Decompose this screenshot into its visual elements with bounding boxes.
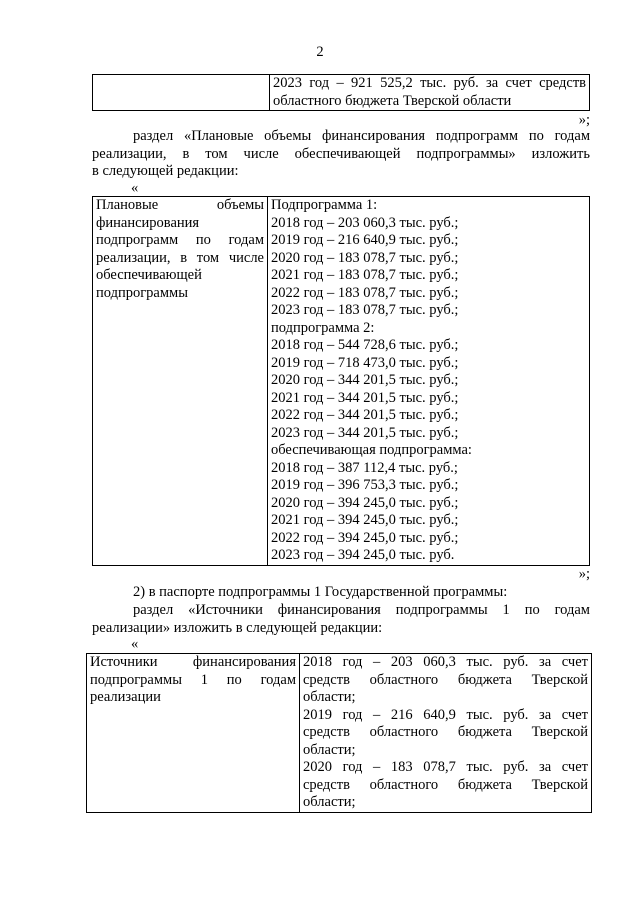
table-cell-values: [300, 654, 592, 813]
table-line: средств областного бюджета Тверской: [303, 671, 588, 688]
table-line: 2022 год – 394 245,0 тыс. руб.;: [271, 529, 459, 546]
table-line: 2022 год – 344 201,5 тыс. руб.;: [271, 407, 459, 423]
paragraph-section-sources: [92, 602, 590, 637]
table-line: Источники финансирования: [90, 654, 296, 670]
table-line: 2018 год – 544 728,6 тыс. руб.;: [271, 337, 459, 353]
text-line: раздел «Плановые объемы финансирования подпрограмм по годам: [133, 128, 590, 144]
planned-funding-table: [92, 196, 590, 566]
table-line: 2020 год – 344 201,5 тыс. руб.;: [271, 372, 459, 388]
table-cell-left: [93, 75, 270, 111]
table-line: 2021 год – 344 201,5 тыс. руб.;: [271, 389, 459, 406]
text-line: в следующей редакции:: [92, 163, 239, 179]
table-line: подпрограмм по годам: [96, 232, 264, 248]
table-line: 2018 год – 387 112,4 тыс. руб.;: [271, 459, 458, 476]
funding-sources-table: [86, 653, 592, 813]
table-line: области;: [303, 741, 356, 758]
table-line: обеспечивающей: [96, 267, 202, 283]
table-line: реализации: [90, 689, 161, 705]
table-line: 2023 год – 344 201,5 тыс. руб.;: [271, 424, 459, 441]
table-line: финансирования: [96, 214, 200, 231]
closing-quote: »;: [578, 566, 590, 582]
paragraph-section-planned-volumes: [92, 128, 590, 181]
table-line: 2020 год – 183 078,7 тыс. руб. за счет: [303, 759, 588, 775]
text-line: реализации, в том числе обеспечивающей подпрограммы» изложить: [92, 145, 590, 162]
funding-table-top: [92, 74, 590, 111]
paragraph-passport: 2) в паспорте подпрограммы 1 Государственной программы:: [133, 584, 508, 600]
table-line: 2021 год – 394 245,0 тыс. руб.;: [271, 512, 459, 528]
table-line: 2023 год – 394 245,0 тыс. руб.: [271, 547, 455, 563]
table-line: 2023 год – 183 078,7 тыс. руб.;: [271, 302, 459, 318]
table-line: 2023 год – 921 525,2 тыс. руб. за счет средств: [273, 75, 586, 91]
text-line: раздел «Источники финансирования подпрограммы 1 по годам: [133, 602, 590, 618]
table-cell-label: [93, 197, 268, 566]
table-line: реализации, в том числе: [96, 249, 264, 266]
opening-quote: «: [131, 180, 139, 196]
table-line: средств областного бюджета Тверской: [303, 776, 588, 793]
table-line: 2020 год – 183 078,7 тыс. руб.;: [271, 249, 459, 266]
table-line: 2021 год – 183 078,7 тыс. руб.;: [271, 267, 459, 283]
table-line: 2020 год – 394 245,0 тыс. руб.;: [271, 494, 459, 511]
table-line: подпрограмма 2:: [271, 319, 375, 336]
table-line: Подпрограмма 1:: [271, 197, 378, 213]
table-line: средств областного бюджета Тверской: [303, 724, 588, 740]
table-line: 2018 год – 203 060,3 тыс. руб.;: [271, 214, 459, 231]
table-line: 2022 год – 183 078,7 тыс. руб.;: [271, 284, 459, 301]
table-line: 2019 год – 216 640,9 тыс. руб.;: [271, 232, 459, 248]
table-line: области;: [303, 794, 356, 810]
table-line: областного бюджета Тверской области: [273, 92, 512, 109]
table-line: 2019 год – 396 753,3 тыс. руб.;: [271, 477, 459, 493]
table-line: области;: [303, 689, 356, 705]
table-line: подпрограммы: [96, 284, 188, 301]
table-line: 2019 год – 718 473,0 тыс. руб.;: [271, 354, 459, 371]
text-line: реализации» изложить в следующей редакции:: [92, 619, 383, 636]
table-line: обеспечивающая подпрограмма:: [271, 442, 472, 458]
table-line: Плановые объемы: [96, 197, 264, 213]
table-line: 2018 год – 203 060,3 тыс. руб. за счет: [303, 654, 588, 670]
closing-quote: »;: [578, 112, 590, 128]
table-line: 2019 год – 216 640,9 тыс. руб. за счет: [303, 706, 588, 723]
table-cell-values: [268, 197, 590, 566]
table-cell-label: [87, 654, 300, 813]
table-line: подпрограммы 1 по годам: [90, 671, 296, 688]
page-number: 2: [316, 44, 324, 60]
table-cell-right: [270, 75, 590, 111]
opening-quote: «: [131, 636, 139, 652]
